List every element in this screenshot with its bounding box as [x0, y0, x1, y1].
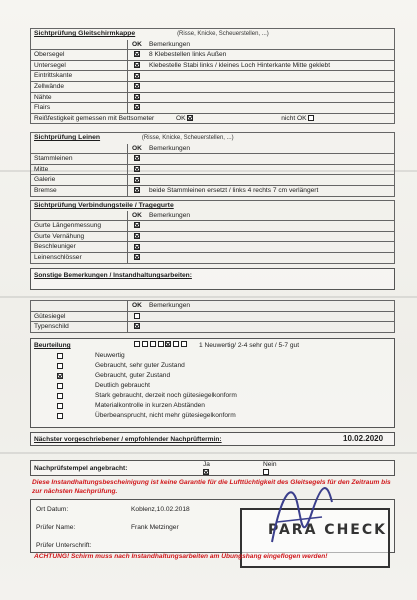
table-row: [31, 113, 395, 124]
paper-fold: [0, 452, 417, 454]
row-label: Gütesiegel: [31, 311, 128, 322]
handwritten-signature: [262, 472, 342, 552]
stamp-logo: PARA CHECK: [268, 522, 387, 538]
checkbox-unchecked[interactable]: [134, 313, 140, 319]
remarks-header: Bemerkungen: [146, 211, 395, 221]
next-check-label: Nächster vorgeschriebener / empfohlender Nachprüftermin:: [34, 436, 222, 443]
tear-strength-label: Reißfestigkeit gemessen mit Bettsometer: [34, 114, 155, 122]
row-label: Beschleuniger: [31, 242, 128, 253]
row-label: Gurte Längenmessung: [31, 221, 128, 232]
tear-ok-checkbox[interactable]: [187, 115, 193, 121]
ok-header: OK: [128, 301, 147, 312]
rating-checkbox[interactable]: [57, 413, 63, 419]
inspector-name-label: Prüfer Name:: [36, 524, 76, 531]
remarks-header: Bemerkungen: [146, 40, 395, 50]
table-row: [31, 252, 395, 263]
warning-text: ACHTUNG! Schirm muss nach Instandhaltungsarbeiten am Übungshang eingeflogen werden!: [34, 553, 328, 560]
checkbox-checked[interactable]: [134, 166, 140, 172]
rating-label: Deutlich gebraucht: [95, 382, 150, 389]
table-row: [31, 322, 395, 333]
scale-checkbox-4[interactable]: [158, 341, 164, 347]
checkbox-checked[interactable]: [134, 187, 140, 193]
tear-not-ok-checkbox[interactable]: [308, 115, 314, 121]
signature-label: Prüfer Unterschrift:: [36, 542, 92, 549]
row-label: Gurte Vernähung: [31, 231, 128, 242]
rating-label: Stark gebraucht, derzeit noch gütesiegelkonform: [95, 392, 237, 399]
rating-label: Gebraucht, guter Zustand: [95, 372, 171, 379]
row-label: Flairs: [31, 103, 128, 114]
rating-box: [30, 338, 395, 428]
rating-checkbox-checked[interactable]: [57, 373, 63, 379]
next-check-date: 10.02.2020: [343, 434, 384, 443]
remarks-header: Bemerkungen: [146, 144, 395, 154]
paper-fold: [0, 296, 417, 298]
scale-checkbox-6[interactable]: [173, 341, 179, 347]
section-subtitle: (Risse, Knicke, Scheuerstellen, ...): [141, 135, 234, 141]
row-label: Zellwände: [31, 81, 128, 92]
next-check-box: [30, 432, 395, 446]
checkbox-checked[interactable]: [134, 233, 140, 239]
scale-checkbox-5[interactable]: [165, 341, 171, 347]
checkbox-checked[interactable]: [134, 51, 140, 57]
table-row: [31, 154, 395, 165]
checkbox-checked[interactable]: [134, 94, 140, 100]
checkbox-checked[interactable]: [134, 62, 140, 68]
checkbox-checked[interactable]: [134, 177, 140, 183]
rating-scale: [134, 341, 187, 348]
scale-checkbox-3[interactable]: [150, 341, 156, 347]
table-row: [31, 231, 395, 242]
rating-checkbox[interactable]: [57, 363, 63, 369]
ok-header: OK: [128, 40, 147, 50]
tear-not-ok-label: nicht OK: [281, 114, 307, 122]
place-date-label: Ort Datum:: [36, 506, 69, 513]
row-label: Typenschild: [31, 322, 128, 333]
table-row: [31, 175, 395, 186]
remarks-header: Bemerkungen: [146, 301, 395, 312]
no-label: Nein: [263, 461, 277, 468]
row-label: Leinenschlösser: [31, 252, 128, 263]
ok-header: OK: [128, 144, 147, 154]
disclaimer-text: Diese Instandhaltungsbescheinigung ist keine Garantie für die Lufttüchtigkeit des Gleitsegels für den Zeitraum bis zur nächsten Nachprüfung.: [32, 479, 391, 495]
risers-inspection-table: [30, 200, 395, 264]
checkbox-checked[interactable]: [134, 222, 140, 228]
rating-checkbox[interactable]: [57, 403, 63, 409]
section-title: Sichtprüfung Verbindungsteile / Tragegurte: [34, 202, 174, 209]
scale-checkbox-1[interactable]: [134, 341, 140, 347]
rating-label: Neuwertig: [95, 352, 125, 359]
table-row: [31, 311, 395, 322]
table-row: [31, 103, 395, 114]
rating-label: Überbeansprucht, nicht mehr gütesiegelkonform: [95, 412, 236, 419]
table-row: [31, 221, 395, 232]
row-label: Untersegel: [31, 60, 128, 71]
remarks-box: [30, 268, 395, 290]
table-row: [31, 164, 395, 175]
ok-header: OK: [128, 211, 147, 221]
canopy-inspection-table: [30, 28, 395, 124]
checkbox-checked[interactable]: [134, 155, 140, 161]
row-label: Stammleinen: [31, 154, 128, 165]
checkbox-checked[interactable]: [134, 244, 140, 250]
rating-label: Gebraucht, sehr guter Zustand: [95, 362, 185, 369]
scale-checkbox-7[interactable]: [181, 341, 187, 347]
row-label: Mitte: [31, 164, 128, 175]
table-row: [31, 81, 395, 92]
place-date-value: Koblenz,10.02.2018: [131, 506, 190, 513]
rating-checkbox[interactable]: [57, 393, 63, 399]
checkbox-checked[interactable]: [134, 73, 140, 79]
section-subtitle: (Risse, Knicke, Scheuerstellen, ...): [177, 31, 269, 37]
row-label: Eintrittskante: [31, 71, 128, 82]
table-row: [31, 50, 395, 61]
seal-table: [30, 300, 395, 333]
table-row: [31, 242, 395, 253]
checkbox-checked[interactable]: [134, 83, 140, 89]
row-label: Galerie: [31, 175, 128, 186]
table-row: [31, 71, 395, 82]
section-title: Sichtprüfung Leinen: [34, 134, 101, 141]
row-note: beide Stammleinen ersetzt / links 4 rechts 7 cm verlängert: [146, 185, 395, 196]
table-row: [31, 185, 395, 196]
rating-checkbox[interactable]: [57, 383, 63, 389]
section-title: Beurteilung: [34, 342, 71, 349]
rating-checkbox[interactable]: [57, 353, 63, 359]
section-title: Sichtprüfung Gleitschirmkappe: [34, 30, 136, 37]
scale-checkbox-2[interactable]: [142, 341, 148, 347]
stamp-question-label: Nachprüfstempel angebracht:: [34, 465, 128, 472]
row-note: 8 Klebestellen links Außen: [146, 50, 395, 61]
yes-checkbox[interactable]: [203, 469, 209, 475]
row-label: Obersegel: [31, 50, 128, 61]
row-label: Bremse: [31, 185, 128, 196]
tear-ok-label: OK: [176, 114, 186, 122]
section-title: Sonstige Bemerkungen / Instandhaltungsarbeiten:: [34, 272, 192, 279]
checkbox-checked[interactable]: [134, 104, 140, 110]
row-label: Nähte: [31, 92, 128, 103]
rating-label: Materialkontrolle in kurzen Abständen: [95, 402, 205, 409]
yes-label: Ja: [203, 461, 210, 468]
lines-inspection-table: [30, 132, 395, 197]
table-row: [31, 60, 395, 71]
row-note: Klebestelle Stabi links / kleines Loch Hinterkante Mitte geklebt: [146, 60, 395, 71]
checkbox-checked[interactable]: [134, 323, 140, 329]
inspector-name-value: Frank Metzinger: [131, 524, 179, 531]
scale-note: 1 Neuwertig/ 2-4 sehr gut / 5-7 gut: [199, 342, 300, 349]
checkbox-checked[interactable]: [134, 254, 140, 260]
table-row: [31, 92, 395, 103]
